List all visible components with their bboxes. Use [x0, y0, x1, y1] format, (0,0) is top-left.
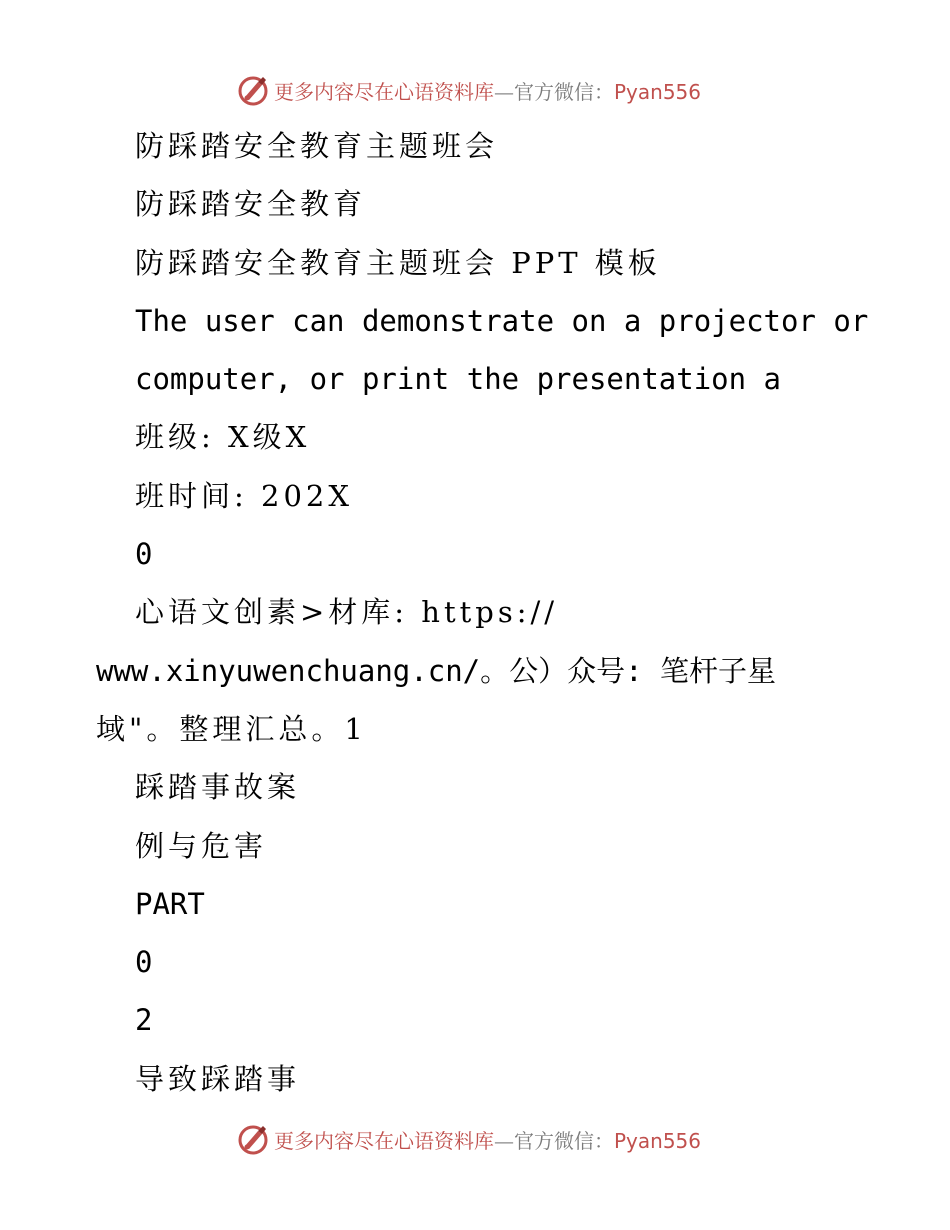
- header-banner-account: Pyan556: [614, 79, 702, 104]
- text-line: 防踩踏安全教育: [135, 187, 367, 222]
- footer-banner-wechat-label: 官方微信：: [514, 1128, 614, 1153]
- footer-banner-dash: —: [494, 1128, 514, 1153]
- footer-banner-account: Pyan556: [614, 1128, 702, 1153]
- text-line: 导致踩踏事: [135, 1061, 301, 1096]
- text-line: 0: [135, 945, 153, 980]
- text-line: 0: [135, 537, 153, 572]
- header-banner-dash: —: [494, 79, 514, 104]
- header-banner: [236, 72, 716, 108]
- footer-banner-cn: 更多内容尽在心语资料库: [274, 1128, 494, 1153]
- footer-banner: [236, 1121, 716, 1157]
- text-line: 防踩踏安全教育主题班会 PPT 模板: [135, 245, 661, 280]
- footer-banner-text: [274, 1125, 701, 1154]
- document-body: [0, 117, 950, 1108]
- text-line: 班时间: 202X: [135, 478, 353, 513]
- text-line: 踩踏事故案: [135, 770, 301, 805]
- text-line: 心语文创素>材库: https://: [135, 595, 559, 630]
- text-line: The user can demonstrate on a projector or: [135, 303, 869, 338]
- text-line: PART: [135, 886, 205, 921]
- text-line: computer, or print the presentation a: [135, 362, 782, 397]
- text-line: 2: [135, 1003, 153, 1038]
- text-line: 防踩踏安全教育主题班会: [135, 129, 499, 163]
- text-line: www.xinyuwenchuang.cn/。公）众号: 笔杆子星: [96, 653, 777, 688]
- text-line: 班级: X级X: [135, 420, 311, 455]
- brush-circle-logo-icon: [236, 73, 270, 107]
- text-line: 域"。整理汇总。1: [96, 711, 367, 746]
- header-banner-cn: 更多内容尽在心语资料库: [274, 79, 494, 104]
- header-banner-wechat-label: 官方微信：: [514, 79, 614, 104]
- header-banner-text: [274, 76, 701, 105]
- brush-circle-logo-icon: [236, 1122, 270, 1156]
- text-line: 例与危害: [135, 828, 268, 863]
